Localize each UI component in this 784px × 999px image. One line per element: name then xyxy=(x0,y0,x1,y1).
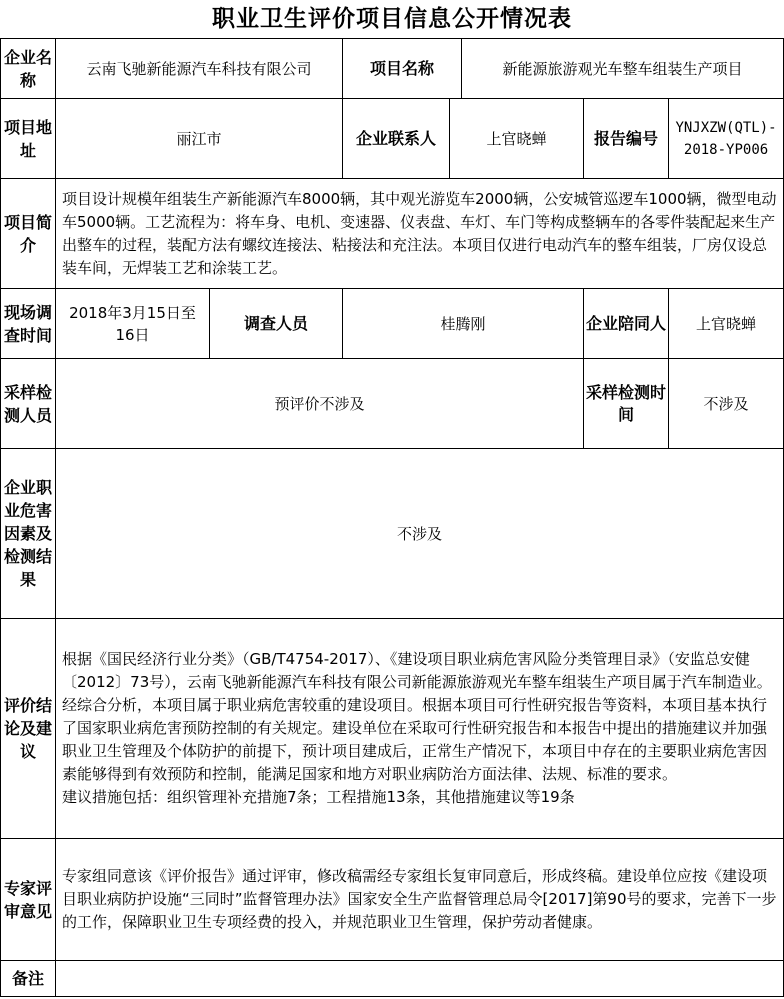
report-number-label: 报告编号 xyxy=(584,99,669,179)
company-name-label: 企业名称 xyxy=(1,39,56,99)
sampling-staff-value: 预评价不涉及 xyxy=(56,359,584,449)
row-conclusion xyxy=(1,619,784,839)
project-summary-label: 项目简介 xyxy=(1,179,56,289)
row-hazard xyxy=(1,449,784,619)
project-address-value: 丽江市 xyxy=(56,99,343,179)
row-company xyxy=(1,39,784,99)
hazard-factors-label: 企业职业危害因素及检测结果 xyxy=(1,449,56,619)
sampling-time-value: 不涉及 xyxy=(669,359,784,449)
row-summary xyxy=(1,179,784,289)
row-remark xyxy=(1,961,784,997)
sampling-time-label: 采样检测时间 xyxy=(584,359,669,449)
contact-person-label: 企业联系人 xyxy=(343,99,450,179)
conclusion-label: 评价结论及建议 xyxy=(1,619,56,839)
sampling-staff-label: 采样检测人员 xyxy=(1,359,56,449)
project-address-label: 项目地址 xyxy=(1,99,56,179)
conclusion-paragraph: 根据《国民经济行业分类》（GB/T4754-2017）、《建设项目职业病危害风险分类管理目录》（安监总安健〔2012〕73号），云南飞驰新能源汽车科技有限公司新能源旅游观光车整车组装生产项目属于汽车制造业。经综合分析，本项目属于职业病危害较重的建设项目。根据本项目可行性研究报告等资料，本项目基本执行了国家职业病危害预防控制的有关规定。建设单位在采取可行性研究报告和本报告中提出的措施建议并加强职业卫生管理及个体防护的前提下，预计项目建成后，正常生产情况下，本项目中存在的主要职业病危害因素能够得到有效预防和控制，能满足国家和地方对职业病防治方面法律、法规、标准的要求。 xyxy=(62,650,772,783)
report-number-value: YNJXZW(QTL)-2018-YP006 xyxy=(669,99,784,179)
info-table xyxy=(0,38,784,997)
company-name-value: 云南飞驰新能源汽车科技有限公司 xyxy=(56,39,343,99)
project-summary-value: 项目设计规模年组装生产新能源汽车8000辆，其中观光游览车2000辆，公安城管巡逻车1000辆，微型电动车5000辆。工艺流程为：将车身、电机、变速器、仪表盘、车灯、车门等构成整辆车的各零件装配起来生产出整车的过程，装配方法有螺纹连接法、粘接法和充注法。本项目仅进行电动汽车的整车组装，厂房仅设总装车间，无焊装工艺和涂装工艺。 xyxy=(56,179,784,289)
survey-time-label: 现场调查时间 xyxy=(1,289,56,359)
hazard-factors-value: 不涉及 xyxy=(56,449,784,619)
expert-opinion-value: 专家组同意该《评价报告》通过评审，修改稿需经专家组长复审同意后，形成终稿。建设单位应按《建设项目职业病防护设施“三同时”监督管理办法》国家安全生产监督管理总局令[2017]第90号的要求，完善下一步的工作，保障职业卫生专项经费的投入，并规范职业卫生管理，保护劳动者健康。 xyxy=(56,839,784,961)
project-name-label: 项目名称 xyxy=(343,39,462,99)
survey-time-value: 2018年3月15日至16日 xyxy=(56,289,210,359)
surveyor-label: 调查人员 xyxy=(210,289,343,359)
conclusion-value xyxy=(56,619,784,839)
surveyor-value: 桂腾刚 xyxy=(343,289,584,359)
expert-opinion-label: 专家评审意见 xyxy=(1,839,56,961)
row-expert xyxy=(1,839,784,961)
row-address xyxy=(1,99,784,179)
accompany-label: 企业陪同人 xyxy=(584,289,669,359)
project-name-value: 新能源旅游观光车整车组装生产项目 xyxy=(462,39,784,99)
remark-value xyxy=(56,961,784,997)
accompany-value: 上官晓蝉 xyxy=(669,289,784,359)
recommendation-paragraph: 建议措施包括：组织管理补充措施7条；工程措施13条，其他措施建议等19条 xyxy=(62,788,575,806)
row-sampling xyxy=(1,359,784,449)
row-survey xyxy=(1,289,784,359)
remark-label: 备注 xyxy=(1,961,56,997)
contact-person-value: 上官晓蝉 xyxy=(450,99,584,179)
page-title: 职业卫生评价项目信息公开情况表 xyxy=(212,5,572,32)
